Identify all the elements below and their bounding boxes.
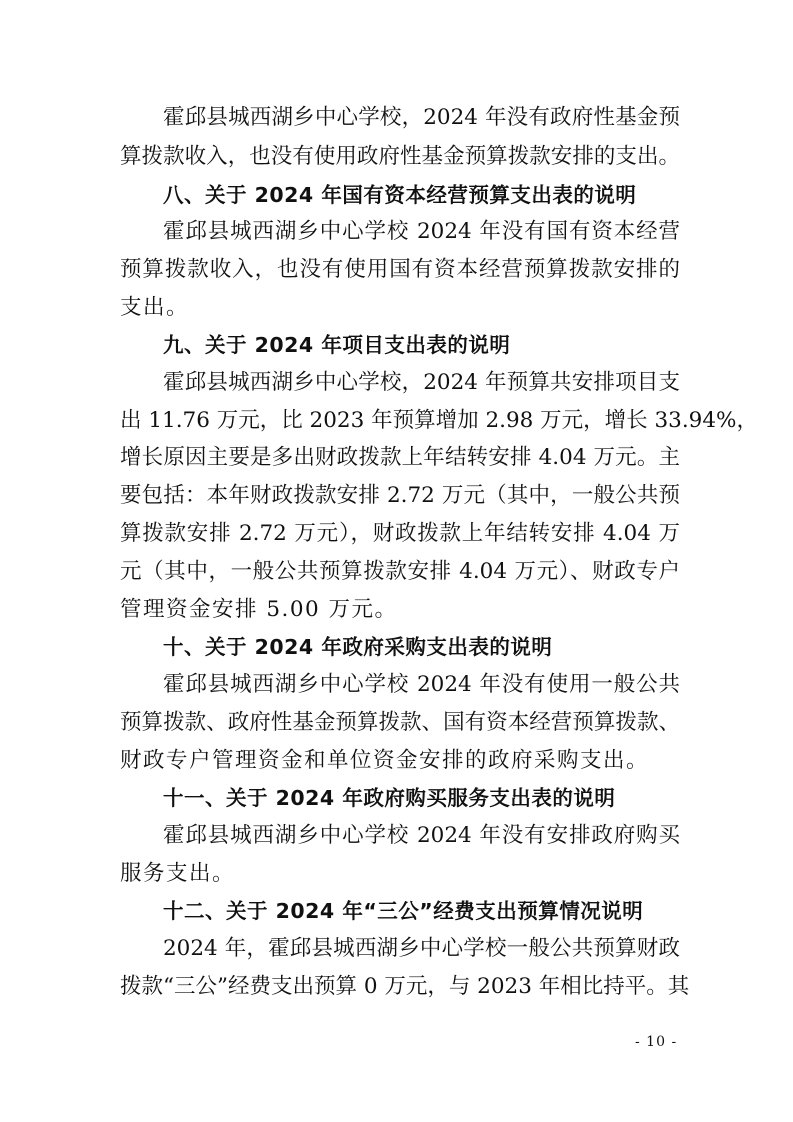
body-line: 管理资金安排 5.00 万元。 — [120, 597, 398, 622]
body-line: 2024 年，霍邱县城西湖乡中心学校一般公共预算财政 — [163, 936, 680, 961]
section-heading: 十一、关于 2024 年政府购买服务支出表的说明 — [163, 786, 616, 810]
body-line: 预算拨款、政府性基金预算拨款、国有资本经营预算拨款、 — [120, 710, 680, 735]
body-line: 霍邱县城西湖乡中心学校 2024 年没有国有资本经营 — [163, 219, 680, 244]
section-heading: 十、关于 2024 年政府采购支出表的说明 — [163, 635, 553, 659]
body-line: 霍邱县城西湖乡中心学校，2024 年预算共安排项目支 — [163, 370, 680, 395]
page-number: - 10 - — [635, 1034, 678, 1050]
body-line: 元（其中，一般公共预算拨款安排 4.04 万元）、财政专户 — [120, 559, 680, 584]
body-line: 增长原因主要是多出财政拨款上年结转安排 4.04 万元。主 — [120, 445, 680, 470]
body-line: 拨款“三公”经费支出预算 0 万元，与 2023 年相比持平。其 — [120, 974, 690, 999]
body-line: 财政专户管理资金和单位资金安排的政府采购支出。 — [120, 748, 650, 773]
body-line: 预算拨款收入，也没有使用国有资本经营预算拨款安排的 — [120, 257, 680, 282]
section-heading: 十二、关于 2024 年“三公”经费支出预算情况说明 — [163, 899, 644, 923]
body-line: 霍邱县城西湖乡中心学校，2024 年没有政府性基金预 — [163, 105, 680, 130]
body-line: 霍邱县城西湖乡中心学校 2024 年没有使用一般公共 — [163, 672, 680, 697]
body-line: 算拨款安排 2.72 万元），财政拨款上年结转安排 4.04 万 — [120, 521, 680, 546]
body-line: 支出。 — [120, 295, 190, 320]
body-line: 算拨款收入，也没有使用政府性基金预算拨款安排的支出。 — [120, 144, 680, 169]
body-line: 霍邱县城西湖乡中心学校 2024 年没有安排政府购买 — [163, 823, 680, 848]
body-line: 服务支出。 — [120, 861, 236, 886]
section-heading: 九、关于 2024 年项目支出表的说明 — [163, 333, 511, 357]
body-line: 出 11.76 万元，比 2023 年预算增加 2.98 万元，增长 33.94%， — [120, 408, 758, 433]
body-line: 要包括：本年财政拨款安排 2.72 万元（其中，一般公共预 — [120, 483, 680, 508]
section-heading: 八、关于 2024 年国有资本经营预算支出表的说明 — [163, 183, 637, 207]
